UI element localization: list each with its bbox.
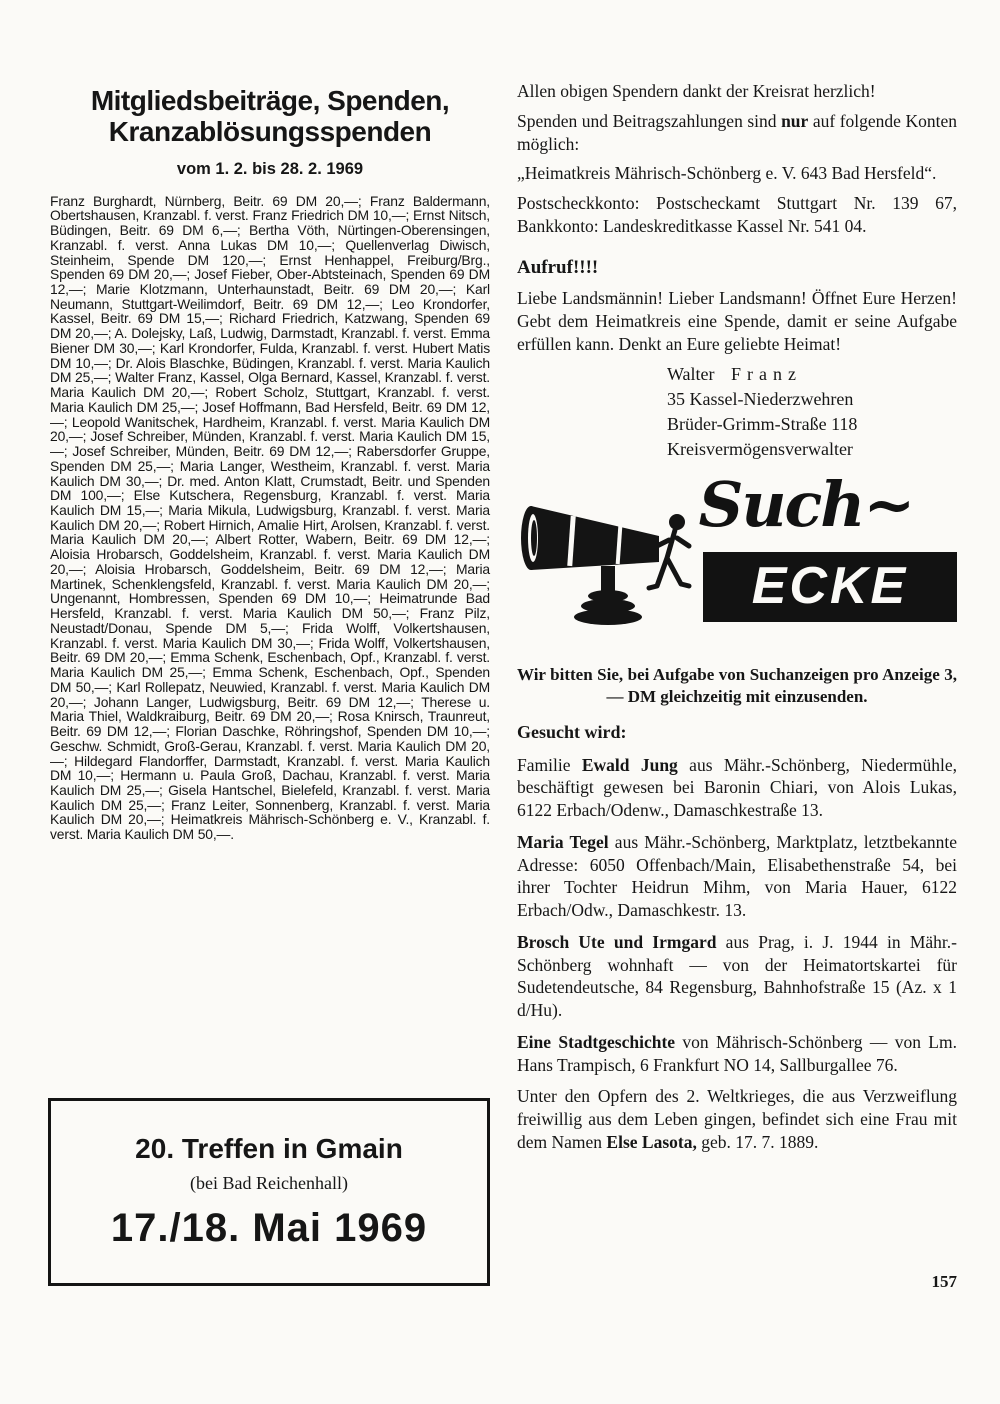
- signature-role: Kreisvermögensverwalter: [667, 438, 853, 459]
- search-ad-fee-notice: Wir bitten Sie, bei Aufgabe von Suchanzeigen pro Anzeige 3,— DM gleichzeitig mit einzusenden.: [517, 664, 957, 706]
- text-segment: Eine Stadtgeschichte: [517, 1031, 676, 1052]
- text-segment: auf folgende Konten möglich:: [517, 110, 957, 154]
- text-segment: Spenden und Beitragszahlungen sind: [517, 110, 782, 131]
- title-line-2: Kranzablösungsspenden: [108, 115, 432, 147]
- signature-last-name: Franz: [731, 364, 803, 385]
- event-title: 20. Treffen in Gmain: [135, 1133, 403, 1164]
- search-entry: [517, 931, 957, 1022]
- page-number: 157: [931, 1272, 957, 1291]
- signature-name: [667, 362, 957, 387]
- search-entry: [517, 831, 957, 922]
- thanks-paragraph: Allen obigen Spendern dankt der Kreisrat herzlich!: [517, 81, 876, 101]
- article-title: [50, 86, 490, 148]
- payment-note-paragraph: [517, 110, 957, 156]
- signature-address-line-1: 35 Kassel-Niederzwehren: [667, 389, 854, 410]
- text-segment: nur: [781, 110, 809, 131]
- appeal-heading: Aufruf!!!!: [517, 256, 599, 278]
- signature-block: [667, 362, 957, 461]
- text-segment: Brosch Ute und Irmgard: [517, 931, 717, 952]
- appeal-body: Liebe Landsmännin! Lieber Landsmann! Öffnet Eure Herzen! Gebt dem Heimatkreis eine Spende, damit er seine Aufgabe erfüllen kann. Denkt an Eure geliebte Heimat!: [517, 288, 957, 354]
- donor-list: Franz Burghardt, Nürnberg, Beitr. 69 DM 20,—; Franz Baldermann, Obertshausen, Kranzabl. f. verst. Franz Friedrich DM 10,—; Ernst Nitsch, Büdingen, Beitr. 69 DM 6,—; Bertha Vöth, Nürtingen-Oberensingen, Kranzabl. f. verst. Anna Lukas DM 10,—; Quellenverlag Diwisch, Steinheim, Spende DM 120,—; Ernst Henhappel, Freiburg/Brg., Spenden 69 DM 20,—; Josef Fieber, Ober-Abtsteinach, Spenden 69 DM 12,—; Marie Klotzmann, Unterhaunstadt, Beitr. 69 DM 20,—; Karl Neumann, Stuttgart-Weilimdorf, Beitr. 69 DM 12,—; Leo Krondorfer, Kassel, Beitr. 69 DM 15,—; Richard Friedrich, Katzwang, Spenden 69 DM 20,—; A. Dolejsky, Laß, Ludwig, Darmstadt, Kranzabl. f. verst. Emma Biener DM 30,—; Karl Krondorfer, Fulda, Kranzabl. f. verst. Hubert Matis DM 10,—; Dr. Alois Blaschke, Büdingen, Kranzabl. f. verst. Maria Kaulich DM 25,—; Walter Franz, Kassel, Olga Bernard, Kassel, Kranzabl. f. verst. Maria Kaulich DM 20,—; Robert Scholz, Stuttgart, Kranzabl. f. verst. Maria Kaulich DM 25,—; Josef Hoffmann, Bad Hersfeld, Beitr. 69 DM 12,—; Leopold Wanitschek, Hardheim, Kranzabl. f. verst. Maria Kaulich DM 20,—; Josef Schreiber, Münden, Kranzabl. f. verst. Maria Kaulich DM 15,—; Josef Schreiber, Münden, Beitr. 69 DM 12,—; Rabersdorfer Gruppe, Spenden DM 25,—; Maria Langer, Westheim, Kranzabl. f. verst. Maria Kaulich DM 30,—; Dr. med. Anton Klatt, Crumstadt, Beitr. und Spenden DM 100,—; Else Kutschera, Regensburg, Kranzabl. f. verst. Maria Kaulich DM 15,—; Maria Mikula, Ludwigsburg, Kranzabl. f. verst. Maria Kaulich DM 20,—; Robert Hirnich, Amalie Hirt, Arolsen, Kranzabl. f. verst. Maria Kaulich DM 20,—; Albert Rotter, Wabern, Beitr. 69 DM 12,—; Aloisia Hrobarsch, Goddelsheim, Kranzabl. f. verst. Maria Kaulich DM 20,—; Aloisia Hrobarsch, Goddelsheim, Beitr. 69 DM 12,—; Maria Martinek, Schenklengsfeld, Kranzabl. f. verst. Maria Kaulich DM 20,—; Ungenannt, Hombressen, Spenden 69 DM 10,—; Heimatrunde Bad Hersfeld, Kranzabl. f. verst. Maria Kaulich DM 50,—; Franz Pilz, Neustadt/Donau, Spende DM 5,—; Frida Wolff, Volkertshausen, Kranzabl. f. verst. Maria Kaulich DM 30,—; Frida Wolff, Volkertshausen, Beitr. 69 DM 20,—; Emma Schenk, Eschenbach, Opf., Kranzabl. f. verst. Maria Kaulich DM 25,—; Emma Schenk, Eschenbach, Opf., Spenden DM 50,—; Karl Rollepatz, Neuwied, Kranzabl. f. verst. Maria Kaulich DM 20,—; Johann Langer, Ludwigsburg, Beitr. 69 DM 12,—; Therese u. Maria Thiel, Waldkraiburg, Beitr. 69 DM 20,—; Rosa Knirsch, Traunreut, Beitr. 69 DM 12,—; Florian Daschke, Röhringshof, Spenden DM 10,—; Geschw. Schmidt, Groß-Gerau, Kranzabl. f. verst. Maria Kaulich DM 20,—; Hildegard Flandorffer, Darmstadt, Kranzabl. f. verst. Maria Kaulich DM 10,—; Hermann u. Paula Groß, Dachau, Kranzabl. f. verst. Maria Kaulich DM 25,—; Gisela Hantschel, Bielefeld, Kranzabl. f. verst. Maria Kaulich DM 25,—; Franz Leiter, Sonnenberg, Kranzabl. f. verst. Maria Kaulich DM 20,—; Heimatkreis Mährisch-Schönberg e. V., Kranzabl. f. verst. Maria Kaulich DM 50,—.: [50, 192, 490, 843]
- event-location: (bei Bad Reichenhall): [190, 1173, 348, 1193]
- search-entry: [517, 1031, 957, 1077]
- text-segment: aus Prag, i. J. 1944 in Mähr.-Schönberg wohnhaft — von der Heimatortskartei für Sudetendeutsche, 84 Regensburg, Bahnhofstraße 15 (Az. x 1 d/Hu).: [517, 931, 957, 1021]
- text-segment: Else Lasota,: [606, 1131, 697, 1152]
- gesucht-wird-heading: Gesucht wird:: [517, 722, 627, 743]
- right-column: [517, 80, 957, 1163]
- text-segment: Unter den Opfern des 2. Weltkrieges, die aus Verzweiflung freiwillig aus dem Leben gingen, befindet sich eine Frau mit dem Namen: [517, 1086, 957, 1152]
- left-column: [50, 86, 490, 842]
- text-segment: Familie: [517, 754, 582, 775]
- account-name-paragraph: „Heimatkreis Mährisch-Schönberg e. V. 643 Bad Hersfeld“.: [517, 163, 937, 184]
- search-entry: [517, 754, 957, 822]
- text-segment: aus Mähr.-Schönberg, Marktplatz, letztbekannte Adresse: 6050 Offenbach/Main, Elisabethenstraße 54, bei ihrer Tochter Heidrun Mihm, von Maria Hauer, 6122 Erbach/Odw., Damaschkestr. 13.: [517, 831, 957, 921]
- signature-address-line-2: Brüder-Grimm-Straße 118: [667, 414, 858, 435]
- date-range: vom 1. 2. bis 28. 2. 1969: [176, 159, 364, 178]
- text-segment: aus Mähr.-Schönberg, Niedermühle, beschäftigt gewesen bei Baronin Chiari, von Alois Lukas, 6122 Erbach/Odenw., Damaschkestraße 13.: [517, 754, 957, 821]
- text-segment: Ewald Jung: [581, 754, 678, 775]
- text-segment: Maria Tegel: [517, 831, 609, 852]
- ecke-block-wordmark: ECKE: [703, 552, 957, 622]
- text-segment: von Mährisch-Schönberg — von Lm. Hans Trampisch, 6 Frankfurt NO 14, Sallburgallee 76.: [517, 1031, 957, 1075]
- such-script-wordmark: Such~: [698, 467, 914, 541]
- text-segment: geb. 17. 7. 1889.: [696, 1131, 819, 1152]
- signature-first-name: Walter: [667, 364, 715, 385]
- account-details-paragraph: Postscheckkonto: Postscheckamt Stuttgart Nr. 139 67, Bankkonto: Landeskreditkasse Kassel Nr. 541 04.: [517, 193, 957, 236]
- search-entry: [517, 1085, 957, 1153]
- such-ecke-logo: [517, 467, 957, 642]
- title-line-1: Mitgliedsbeiträge, Spenden,: [90, 85, 450, 116]
- event-date: 17./18. Mai 1969: [110, 1206, 428, 1250]
- event-announcement-box: [48, 1098, 490, 1286]
